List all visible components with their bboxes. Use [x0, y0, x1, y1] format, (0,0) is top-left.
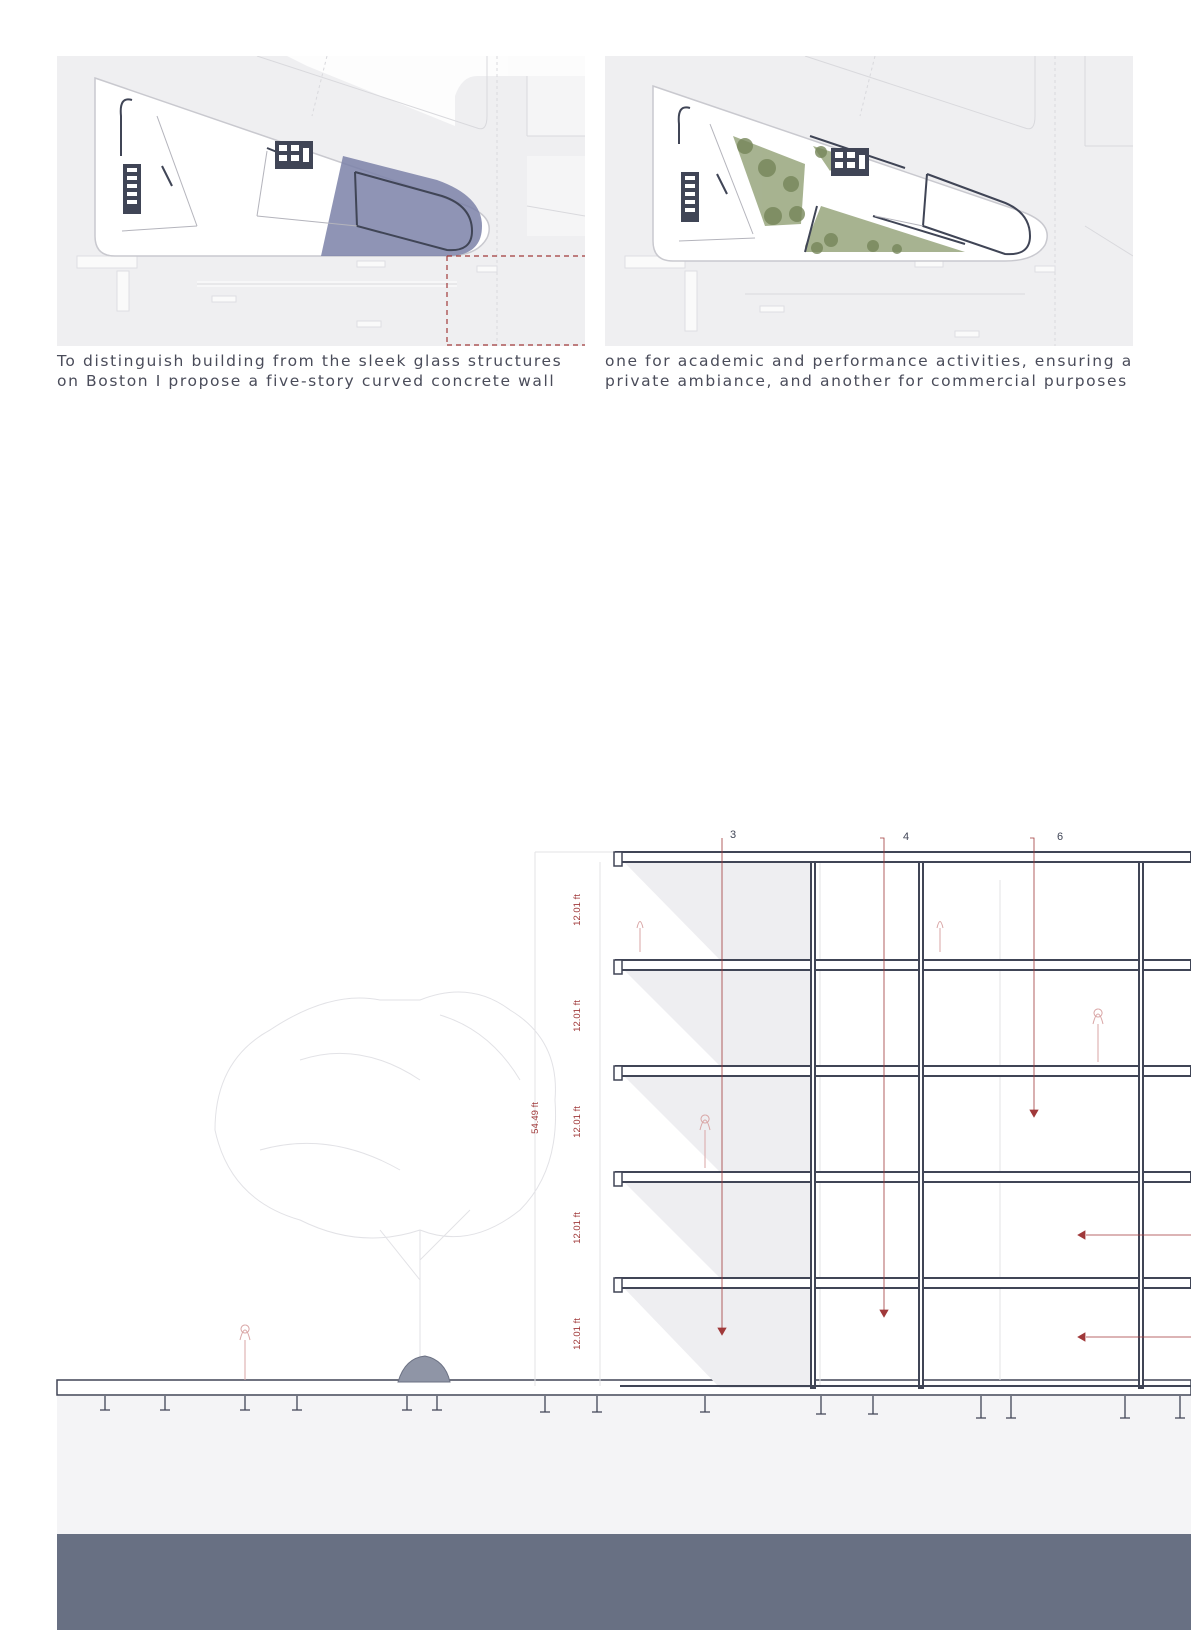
section-marker: 4 [903, 831, 910, 843]
caption-right-line-1: one for academic and performance activities, ensuring a [605, 352, 1133, 370]
floor-height-label: 12.01 ft [572, 894, 583, 926]
floor-height-label: 12.01 ft [572, 1106, 583, 1138]
caption-left-line-2: on Boston I propose a five-story curved concrete wall [57, 372, 556, 390]
caption-left-line-1: To distinguish building from the sleek glass structures [57, 352, 563, 370]
tree-illustration [215, 992, 556, 1380]
floor-height-label: 12.01 ft [572, 1212, 583, 1244]
ground-band [57, 1534, 1191, 1630]
caption-right-line-2: private ambiance, and another for commercial purposes [605, 372, 1128, 390]
floor-height-label: 12.01 ft [572, 1000, 583, 1032]
atrium-shading [624, 862, 812, 1388]
section-marker: 3 [730, 829, 737, 841]
section-marker: 6 [1057, 831, 1064, 843]
total-height-label: 54.49 ft [530, 1102, 541, 1134]
floor-height-label: 12.01 ft [572, 1318, 583, 1350]
interior-walls [811, 862, 1143, 1388]
rock-illustration [398, 1356, 450, 1382]
ground-slab [57, 1380, 1191, 1395]
